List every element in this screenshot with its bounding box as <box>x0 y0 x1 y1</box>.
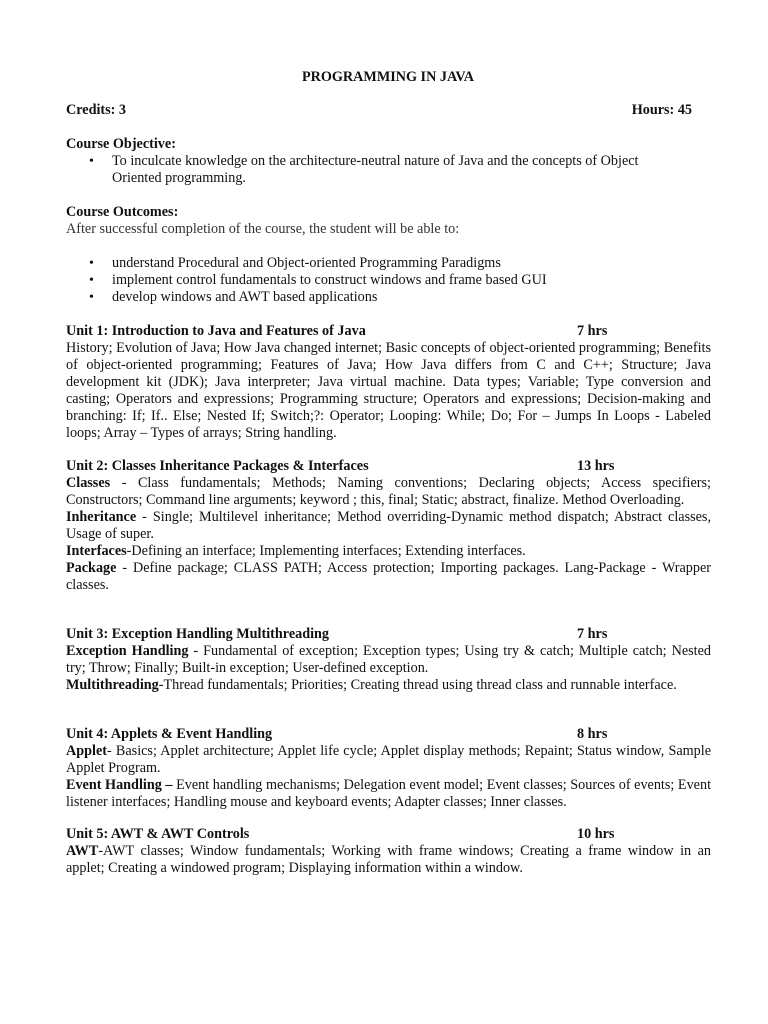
topic-text: - Fundamental of exception; Exception types; Using try & catch; Multiple catch; Nested try; Throw; Finally; Built-in exception; User-defined exception. <box>66 643 711 676</box>
course-outcomes-heading: Course Outcomes: <box>66 204 179 220</box>
topic-term: Interfaces <box>66 543 127 559</box>
unit-2-section <box>66 458 711 594</box>
unit-paragraph <box>66 560 711 594</box>
unit-paragraph: History; Evolution of Java; How Java changed internet; Basic concepts of object-oriented programming; Benefits of object-oriented programming; Features of Java; How Java differs from C and C++; Structure; Java development kit (JDK); Java interpreter; Java virtual machine. Data types; Variable; Type conversion and casting; Operators and expressions; Programming structure; Operators and expressions; Decision-making and branching: If; If.. Else; Nested If; Switch;?: Operator; Looping: While; Do; For – Jumps In Loops - Labeled loops; Array – Types of arrays; String handling. <box>66 340 711 441</box>
unit-hours: 7 hrs <box>577 323 608 339</box>
topic-text: - Define package; CLASS PATH; Access protection; Importing packages. Lang-Package - Wrapper classes. <box>66 560 711 593</box>
topic-text: -Defining an interface; Implementing interfaces; Extending interfaces. <box>126 543 526 559</box>
unit-hours: 10 hrs <box>577 826 615 842</box>
topic-text: -AWT classes; Window fundamentals; Working with frame windows; Creating a frame window in an applet; Creating a windowed program; Displaying information within a window. <box>66 843 711 876</box>
outcome-item: • understand Procedural and Object-oriented Programming Paradigms <box>66 255 711 272</box>
unit-title: Unit 1: Introduction to Java and Features of Java <box>66 323 366 339</box>
unit-title: Unit 4: Applets & Event Handling <box>66 726 273 742</box>
unit-heading <box>66 626 711 643</box>
unit-paragraph <box>66 475 711 509</box>
unit-title: Unit 3: Exception Handling Multithreading <box>66 626 330 642</box>
unit-title: Unit 5: AWT & AWT Controls <box>66 826 250 842</box>
topic-text: - Class fundamentals; Methods; Naming conventions; Declaring objects; Access specifiers; Constructors; Command line arguments; keyword ; this, final; Static; abstract, finalize. Method Overloading. <box>66 475 711 508</box>
topic-term: AWT <box>66 843 99 859</box>
unit-5-section <box>66 826 711 877</box>
unit-paragraph <box>66 743 711 777</box>
topic-term: Classes <box>66 475 111 491</box>
unit-heading <box>66 826 711 843</box>
topic-text: - Basics; Applet architecture; Applet life cycle; Applet display methods; Repaint; Status window, Sample Applet Program. <box>66 743 711 776</box>
unit-paragraph <box>66 677 711 694</box>
objective-item: • To inculcate knowledge on the architecture-neutral nature of Java and the concepts of Object Oriented programming. <box>66 153 687 187</box>
course-outcomes-intro: After successful completion of the course, the student will be able to: <box>66 221 460 237</box>
topic-term: Multithreading <box>66 677 159 693</box>
topic-term: Event Handling – <box>66 777 173 793</box>
outcome-item: • implement control fundamentals to construct windows and frame based GUI <box>66 272 711 289</box>
unit-hours: 8 hrs <box>577 726 608 742</box>
credits-hours-row <box>66 102 692 119</box>
unit-heading <box>66 726 711 743</box>
unit-heading <box>66 323 711 340</box>
course-objective-section <box>66 136 711 187</box>
course-objective-heading: Course Objective: <box>66 136 176 152</box>
hours-label: Hours: 45 <box>631 102 692 118</box>
unit-paragraph <box>66 843 711 877</box>
unit-hours: 7 hrs <box>577 626 608 642</box>
unit-hours: 13 hrs <box>577 458 615 474</box>
outcomes-list <box>66 255 711 306</box>
topic-term: Package <box>66 560 117 576</box>
course-outcomes-section <box>66 204 711 306</box>
topic-term: Applet <box>66 743 107 759</box>
unit-1-section <box>66 323 711 442</box>
topic-term: Inheritance <box>66 509 137 525</box>
unit-paragraph <box>66 777 711 811</box>
unit-paragraph <box>66 543 711 560</box>
topic-text: - Single; Multilevel inheritance; Method overriding-Dynamic method dispatch; Abstract classes, Usage of super. <box>66 509 711 542</box>
unit-paragraph <box>66 643 711 677</box>
topic-text: -Thread fundamentals; Priorities; Creating thread using thread class and runnable interface. <box>158 677 677 693</box>
unit-heading <box>66 458 711 475</box>
unit-4-section <box>66 726 711 811</box>
outcome-item: • develop windows and AWT based applications <box>66 289 711 306</box>
topic-text: Event handling mechanisms; Delegation event model; Event classes; Sources of events; Event listener interfaces; Handling mouse and keyboard events; Adapter classes; Inner classes. <box>66 777 712 810</box>
objective-list <box>66 153 711 187</box>
document-title: PROGRAMMING IN JAVA <box>301 69 475 85</box>
credits-label: Credits: 3 <box>66 102 127 118</box>
unit-title: Unit 2: Classes Inheritance Packages & Interfaces <box>66 458 369 474</box>
unit-3-section <box>66 626 711 694</box>
topic-term: Exception Handling <box>66 643 189 659</box>
unit-paragraph <box>66 509 711 543</box>
